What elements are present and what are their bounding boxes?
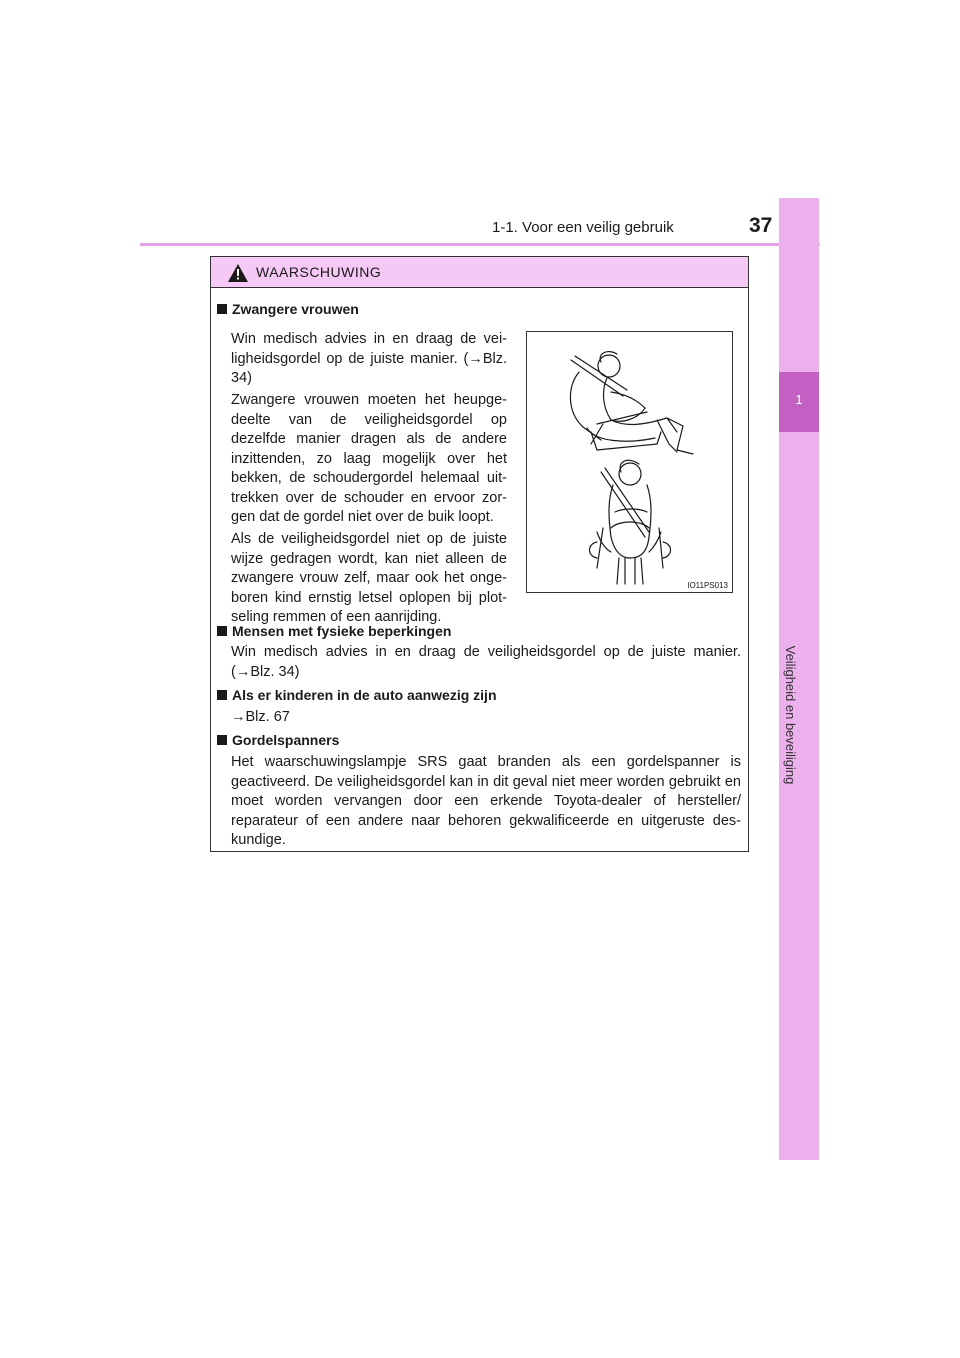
paragraph-physical-limitations: Win medisch advies in en draag de veiligheidsgordel op de juiste manier. (→Blz. 34) xyxy=(231,644,741,680)
warning-title: WAARSCHUWING xyxy=(256,264,382,280)
page-number: 37 xyxy=(749,214,773,237)
illustration-code: IO11PS013 xyxy=(687,581,728,590)
bullet-square-icon xyxy=(217,690,227,700)
warning-box xyxy=(210,256,749,852)
pregnant-seatbelt-drawing xyxy=(527,332,734,594)
warning-triangle-icon xyxy=(228,264,248,282)
bullet-square-icon xyxy=(217,304,227,314)
heading-pregnant-women: Zwangere vrouwen xyxy=(217,301,359,317)
paragraph-children: →Blz. 67 xyxy=(231,709,290,725)
paragraph-pretensioners: Het waarschuwingslampje SRS gaat branden als een gordelspanner is geactiveerd. De veiligheidsgordel kan in dit geval niet meer worden gebruikt en moet worden vervangen door een erkende Toyota-dealer of hersteller/ reparateur of een andere naar behoren gekwalificeerde en uitgeruste des-kundige. xyxy=(231,754,741,848)
chapter-number: 1 xyxy=(795,392,803,407)
paragraph-pregnant-3: Als de veiligheidsgordel niet op de juiste wijze gedragen wordt, kan niet alleen de zwangere vrouw zelf, maar ook het onge-boren kind ernstig letsel oplopen bij plot-seling remmen of een aanrijding. xyxy=(231,531,507,625)
seatbelt-illustration xyxy=(526,331,733,593)
header-rule xyxy=(140,243,820,246)
heading-children: Als er kinderen in de auto aanwezig zijn xyxy=(217,687,497,703)
warning-header xyxy=(211,257,748,288)
heading-physical-limitations: Mensen met fysieke beperkingen xyxy=(217,623,451,639)
paragraph-pregnant-2: Zwangere vrouwen moeten het heupge-deelte van de veiligheidsgordel op dezelfde manier dragen als de andere inzittenden, zo laag mogelijk over het bekken, de schoudergordel helemaal uit-trekken over de schouder en ervoor zor-gen dat de gordel niet over de buik loopt. xyxy=(231,392,507,525)
section-title: 1-1. Voor een veilig gebruik xyxy=(492,219,674,236)
chapter-title: Veiligheid en beveiliging xyxy=(783,645,798,785)
heading-pretensioners: Gordelspanners xyxy=(217,732,339,748)
bullet-square-icon xyxy=(217,626,227,636)
paragraph-pregnant-1: Win medisch advies in en draag de vei-ligheidsgordel op de juiste manier. (→Blz. 34) xyxy=(231,331,507,386)
bullet-square-icon xyxy=(217,735,227,745)
